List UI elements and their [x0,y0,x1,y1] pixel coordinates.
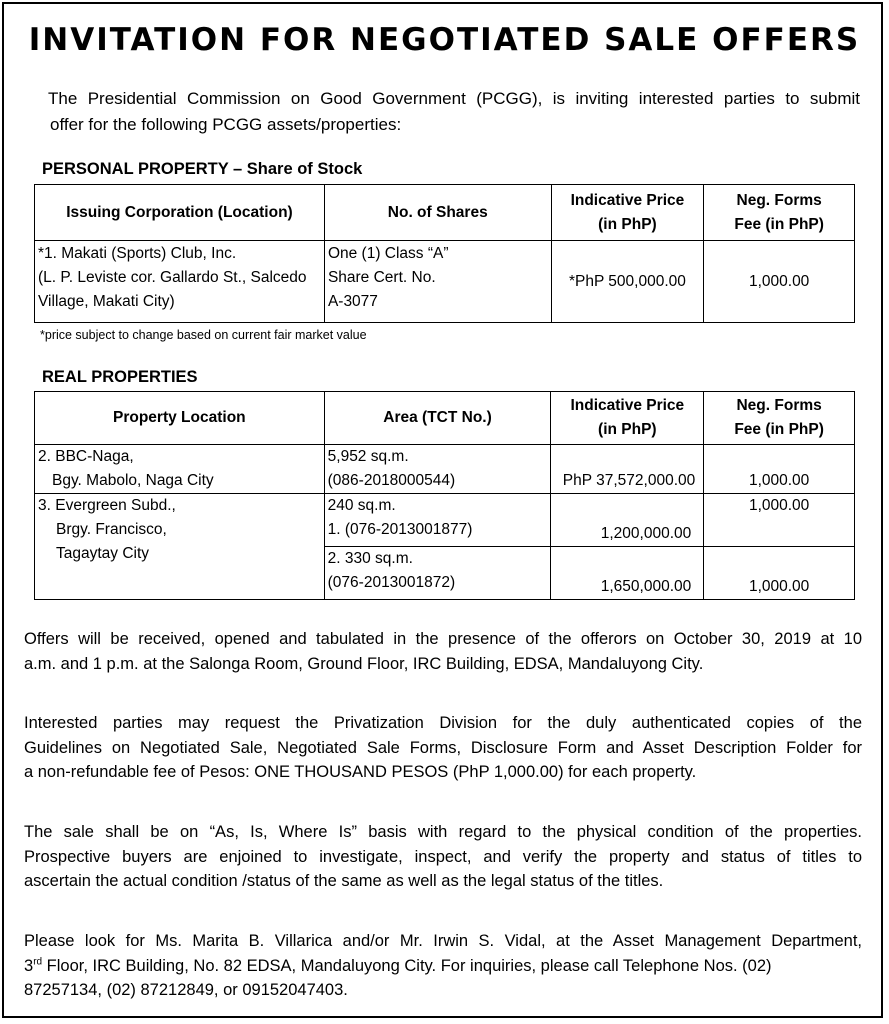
cell-neg-forms-fee: 1,000.00 [704,241,855,323]
cell-no-of-shares [324,241,551,323]
paragraph-line: a.m. and 1 p.m. at the Salonga Room, Ground Floor, IRC Building, EDSA, Mandaluyong City. [24,654,704,673]
column-header-property-location: Property Location [35,392,325,445]
cell-issuing-corporation [35,241,325,323]
cell-neg-forms-fee: 1,000.00 [704,445,855,494]
cell-property-location [35,445,325,494]
intro-line-1: The Presidential Commission on Good Government (PCGG), is inviting interested parties to submit [48,89,860,108]
cell-neg-forms-fee: 1,000.00 [704,494,855,547]
cell-line: A-3077 [327,293,378,310]
floor-ordinal: rd [33,956,43,967]
paragraph-line: ascertain the actual condition /status of the same as well as the legal status of the titles. [24,872,664,890]
cell-neg-forms-fee: 1,000.00 [704,547,855,600]
cell-indicative-price: *PhP 500,000.00 [551,241,704,323]
paragraph-line: Prospective buyers are enjoined to investigate, inspect, and verify the property and status of titles to [24,847,862,866]
intro-paragraph [48,86,860,138]
table-header-row [35,392,855,445]
floor-text: Floor, IRC Building, No. 82 EDSA, Mandaluyong City. For inquiries, please call Telephone Nos. (02) [42,956,772,975]
intro-line-2: offer for the following PCGG assets/properties: [50,115,402,134]
contact-paragraph [24,929,862,1003]
header-line: Fee (in PhP) [734,215,824,233]
table-header-row [35,185,855,241]
price-footnote: *price subject to change based on current fair market value [40,328,367,342]
cell-area [324,445,551,494]
column-header-no-of-shares: No. of Shares [324,185,551,241]
schedule-paragraph [24,627,862,676]
personal-property-heading: PERSONAL PROPERTY – Share of Stock [42,160,363,178]
sale-terms-paragraph [24,820,862,894]
cell-line: Bgy. Mabolo, Naga City [52,472,214,489]
header-line: Neg. Forms [736,397,822,414]
cell-line: *1. Makati (Sports) Club, Inc. [38,245,237,262]
floor-number: 3 [24,956,34,975]
column-header-neg-forms-fee [704,185,855,241]
cell-line: 3. Evergreen Subd., [38,497,176,514]
column-header-issuing-corporation: Issuing Corporation (Location) [35,185,325,241]
paragraph-line: a non-refundable fee of Pesos: ONE THOUSAND PESOS (PhP 1,000.00) for each property. [24,763,697,781]
table-row [35,494,855,547]
paragraph-line [24,954,862,979]
cell-line: (086-2018000544) [327,472,456,489]
cell-property-location [35,494,325,600]
real-properties-table [34,391,855,600]
cell-line: Village, Makati City) [38,293,175,310]
paragraph-line: The sale shall be on “As, Is, Where Is” basis with regard to the physical condition of the properties. [24,823,862,841]
cell-line: 1. (076-2013001877) [327,521,473,538]
paragraph-line: Please look for Ms. Marita B. Villarica and/or Mr. Irwin S. Vidal, at the Asset Management Department, [24,932,862,950]
cell-line: (076-2013001872) [327,574,456,591]
paragraph-line: 87257134, (02) 87212849, or 09152047403. [24,981,348,999]
cell-line: Brgy. Francisco, [56,521,167,538]
cell-line: 2. BBC-Naga, [38,448,134,465]
header-line: (in PhP) [598,215,657,233]
header-line: (in PhP) [598,421,657,438]
cell-line: Share Cert. No. [327,269,436,286]
header-line: Fee (in PhP) [734,421,824,438]
document-title: INVITATION FOR NEGOTIATED SALE OFFERS [28,22,861,58]
cell-line: 2. 330 sq.m. [327,550,413,567]
cell-line: One (1) Class “A” [327,245,449,262]
cell-indicative-price: 1,650,000.00 [551,547,704,600]
personal-property-table [34,184,855,323]
header-line: Neg. Forms [736,191,822,209]
paragraph-line: Interested parties may request the Privatization Division for the duly authenticated copies of the [24,714,862,732]
cell-indicative-price: 1,200,000.00 [551,494,704,547]
paragraph-line: Guidelines on Negotiated Sale, Negotiated Sale Forms, Disclosure Form and Asset Description Folder for [24,738,862,757]
paragraph-line: Offers will be received, opened and tabulated in the presence of the offerors on October 30, 2019 at 10 [24,630,862,648]
column-header-neg-forms-fee [704,392,855,445]
column-header-indicative-price [551,392,704,445]
cell-indicative-price: PhP 37,572,000.00 [551,445,704,494]
documents-paragraph [24,711,862,785]
header-line: Indicative Price [570,397,685,414]
table-row [35,241,855,323]
column-header-area-tct: Area (TCT No.) [324,392,551,445]
real-properties-heading: REAL PROPERTIES [42,368,198,386]
cell-line: 5,952 sq.m. [327,448,409,465]
header-line: Indicative Price [570,191,685,209]
cell-area [324,494,551,547]
cell-area [324,547,551,600]
cell-line: 240 sq.m. [327,497,396,514]
cell-line: Tagaytay City [56,545,150,562]
table-row [35,445,855,494]
cell-line: (L. P. Leviste cor. Gallardo St., Salcedo [38,269,307,286]
column-header-indicative-price [551,185,704,241]
